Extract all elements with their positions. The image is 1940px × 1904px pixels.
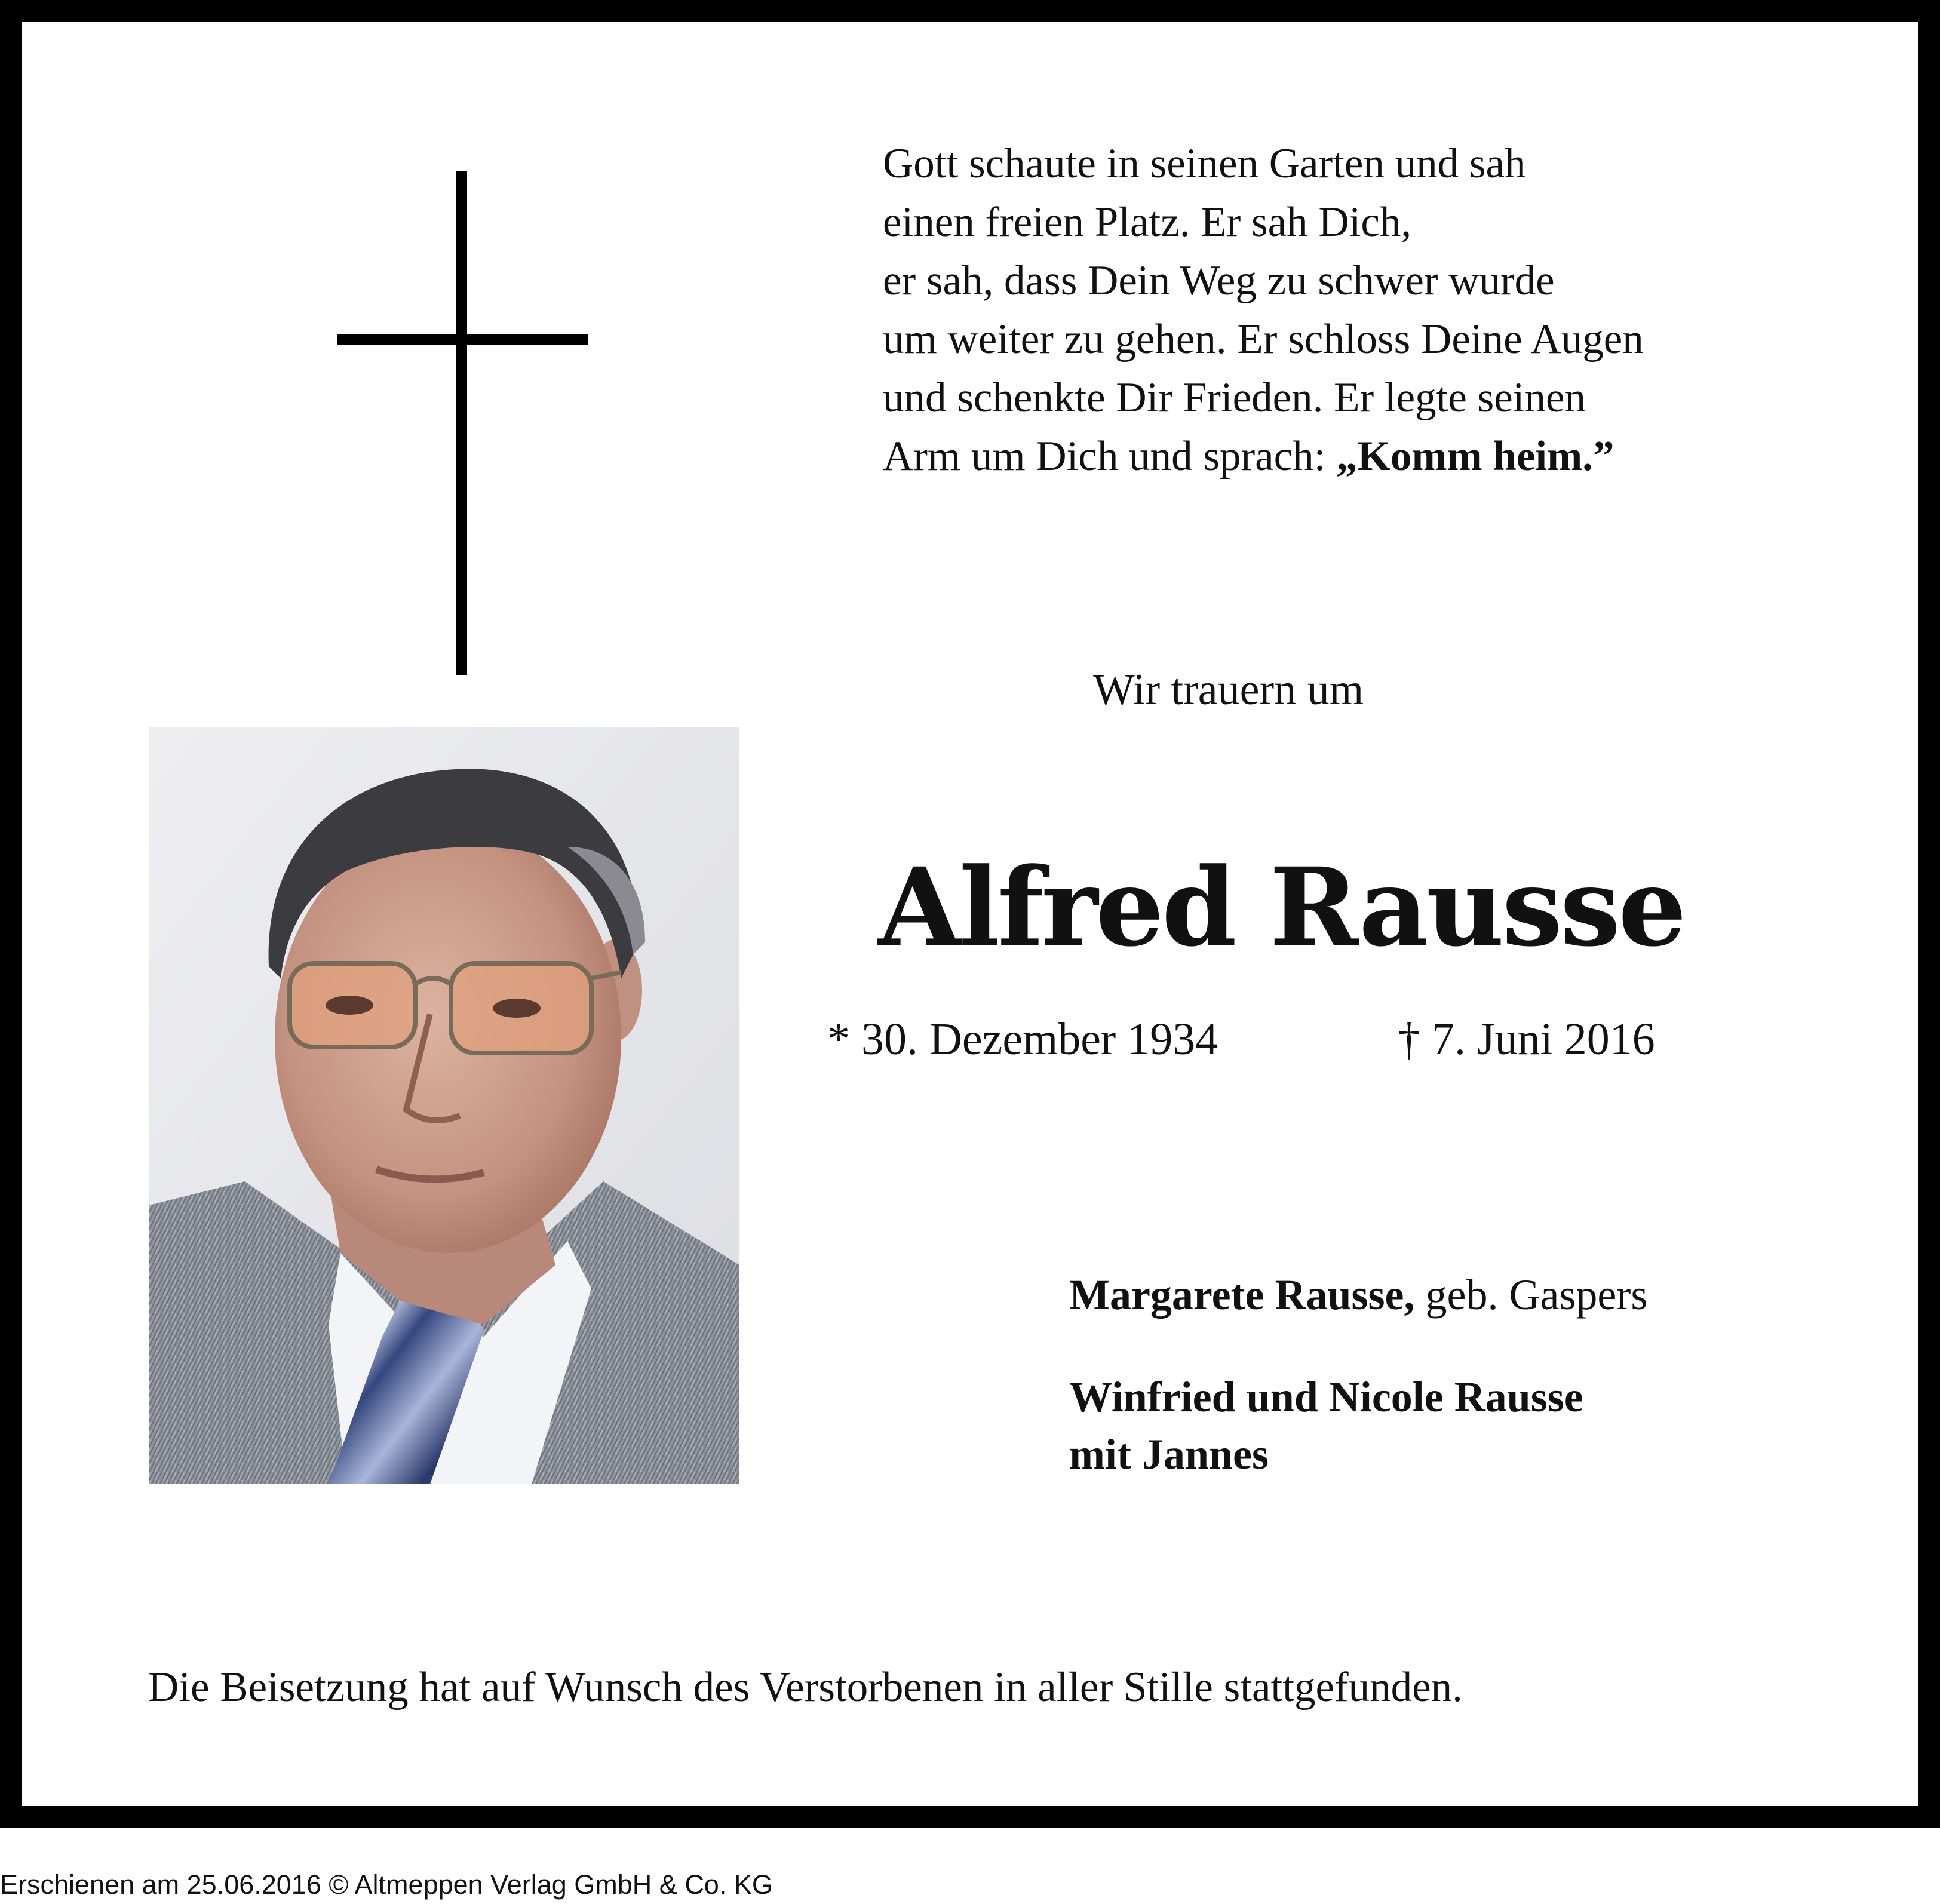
eye-left: [326, 996, 373, 1015]
poem-line: einen freien Platz. Er sah Dich,: [883, 199, 1412, 245]
spouse-name: Margarete Rausse,: [1069, 1271, 1415, 1319]
cross-vertical-bar: [456, 171, 467, 675]
burial-note: Die Beisetzung hat auf Wunsch des Verstorbenen in aller Stille stattgefunden.: [148, 1664, 1463, 1710]
poem-line: er sah, dass Dein Weg zu schwer wurde: [883, 257, 1555, 304]
poem-line: und schenkte Dir Frieden. Er legte seinen: [883, 374, 1586, 421]
deceased-portrait: [149, 727, 739, 1484]
death-date: † 7. Juni 2016: [1398, 1014, 1655, 1064]
mourner-spouse: [1069, 1266, 1647, 1323]
eye-right: [493, 999, 541, 1018]
birth-date: * 30. Dezember 1934: [827, 1014, 1218, 1064]
mourner-family-line: mit Jannes: [1069, 1430, 1269, 1478]
poem-closing-quote: „Komm heim.”: [1336, 433, 1614, 480]
mourner-family-line: Winfried und Nicole Rausse: [1069, 1373, 1583, 1421]
poem-line: um weiter zu gehen. Er schloss Deine Augen: [883, 316, 1644, 363]
portrait-illustration: [149, 727, 739, 1484]
cross-horizontal-bar: [337, 334, 588, 345]
poem-line: Arm um Dich und sprach:: [883, 433, 1337, 480]
deceased-name: Alfred Rausse: [878, 844, 1684, 971]
memorial-poem: [883, 134, 1868, 486]
mourn-heading: Wir trauern um: [1093, 665, 1364, 714]
publication-credit: Erschienen am 25.06.2016 © Altmeppen Verlag GmbH & Co. KG: [0, 1869, 773, 1900]
mourners-list: [1069, 1266, 1647, 1483]
spouse-maiden-name: geb. Gaspers: [1414, 1271, 1648, 1319]
poem-line: Gott schaute in seinen Garten und sah: [883, 140, 1526, 187]
